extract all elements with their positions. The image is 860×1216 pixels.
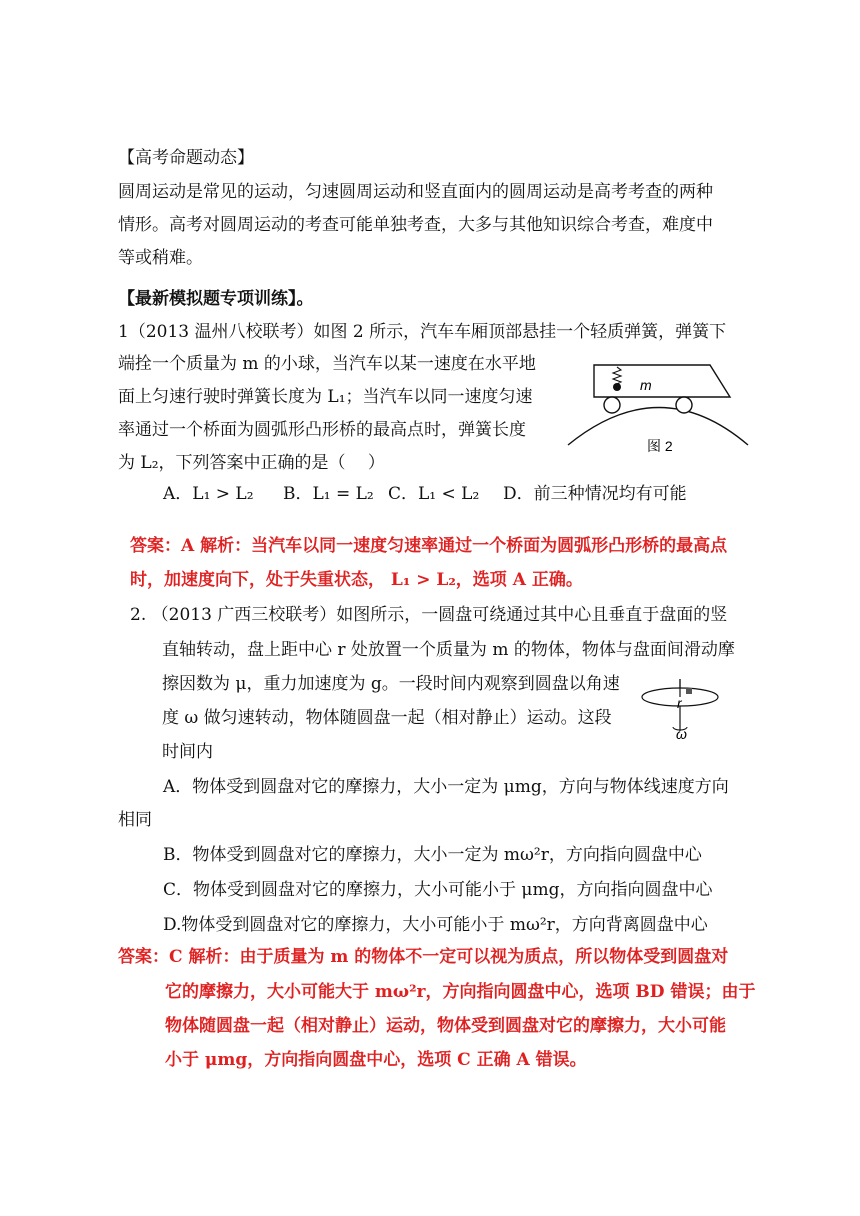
rotating-disk-figure bbox=[637, 675, 727, 740]
q1-stem-line: 1（2013 温州八校联考）如图 2 所示，汽车车厢顶部悬挂一个轻质弹簧，弹簧下 bbox=[118, 322, 727, 342]
paragraph-line: 圆周运动是常见的运动，匀速圆周运动和竖直面内的圆周运动是高考考查的两种 bbox=[118, 182, 713, 202]
section-heading-exam-trends: 【高考命题动态】 bbox=[118, 148, 254, 168]
q1-stem-line: 面上匀速行驶时弹簧长度为 L₁；当汽车以同一速度匀速 bbox=[118, 387, 533, 407]
q2-answer-line: 它的摩擦力，大小可能大于 mω²r，方向指向圆盘中心，选项 BD 错误；由于 bbox=[165, 982, 756, 1002]
q1-option-c: C．L₁ < L₂ bbox=[388, 484, 480, 504]
q2-answer-line: 答案：C 解析：由于质量为 m 的物体不一定可以视为质点，所以物体受到圆盘对 bbox=[118, 947, 729, 967]
q2-option-d: D.物体受到圆盘对它的摩擦力，大小可能小于 mω²r，方向背离圆盘中心 bbox=[163, 915, 708, 935]
mass-label: m bbox=[640, 377, 652, 393]
q2-stem-line: 度 ω 做匀速转动，物体随圆盘一起（相对静止）运动。这段 bbox=[162, 708, 612, 728]
q1-stem-line: 率通过一个桥面为圆弧形凸形桥的最高点时，弹簧长度 bbox=[118, 420, 526, 440]
paragraph-line: 情形。高考对圆周运动的考查可能单独考查，大多与其他知识综合考查，难度中 bbox=[118, 215, 713, 235]
q2-option-b: B．物体受到圆盘对它的摩擦力，大小一定为 mω²r，方向指向圆盘中心 bbox=[163, 845, 702, 865]
q1-stem-line: 为 L₂，下列答案中正确的是（ ） bbox=[118, 453, 385, 473]
q2-option-c: C．物体受到圆盘对它的摩擦力，大小可能小于 μmg，方向指向圆盘中心 bbox=[163, 880, 713, 900]
q2-stem-line: 擦因数为 μ，重力加速度为 g。一段时间内观察到圆盘以角速 bbox=[162, 674, 620, 694]
q1-option-a: A．L₁ > L₂ bbox=[163, 484, 254, 504]
q1-option-d: D．前三种情况均有可能 bbox=[503, 484, 687, 504]
q1-answer-line: 时，加速度向下，处于失重状态， L₁ > L₂，选项 A 正确。 bbox=[130, 570, 583, 590]
paragraph-line: 等或稍难。 bbox=[118, 248, 203, 268]
car-on-bridge-figure bbox=[560, 355, 755, 460]
q1-stem-line: 端拴一个质量为 m 的小球，当汽车以某一速度在水平地 bbox=[118, 354, 536, 374]
q1-answer-line: 答案：A 解析：当汽车以同一速度匀速率通过一个桥面为圆弧形凸形桥的最高点 bbox=[130, 536, 728, 556]
section-heading-practice: 【最新模拟题专项训练】。 bbox=[118, 289, 314, 309]
omega-label: ω bbox=[676, 726, 687, 740]
q2-answer-line: 物体随圆盘一起（相对静止）运动，物体受到圆盘对它的摩擦力，大小可能 bbox=[165, 1016, 726, 1036]
q2-option-a-cont: 相同 bbox=[118, 810, 152, 830]
q2-answer-line: 小于 μmg，方向指向圆盘中心，选项 C 正确 A 错误。 bbox=[165, 1050, 587, 1070]
q2-stem-line: 时间内 bbox=[162, 742, 213, 762]
q1-option-b: B．L₁ = L₂ bbox=[283, 484, 374, 504]
q2-stem-line: 2. （2013 广西三校联考）如图所示，一圆盘可绕通过其中心且垂直于盘面的竖 bbox=[130, 605, 728, 625]
q2-option-a: A．物体受到圆盘对它的摩擦力，大小一定为 μmg，方向与物体线速度方向 bbox=[163, 777, 729, 797]
figure-caption: 图 2 bbox=[647, 438, 673, 454]
q2-stem-line: 直轴转动，盘上距中心 r 处放置一个质量为 m 的物体，物体与盘面间滑动摩 bbox=[162, 640, 735, 660]
r-label: r bbox=[677, 695, 682, 711]
